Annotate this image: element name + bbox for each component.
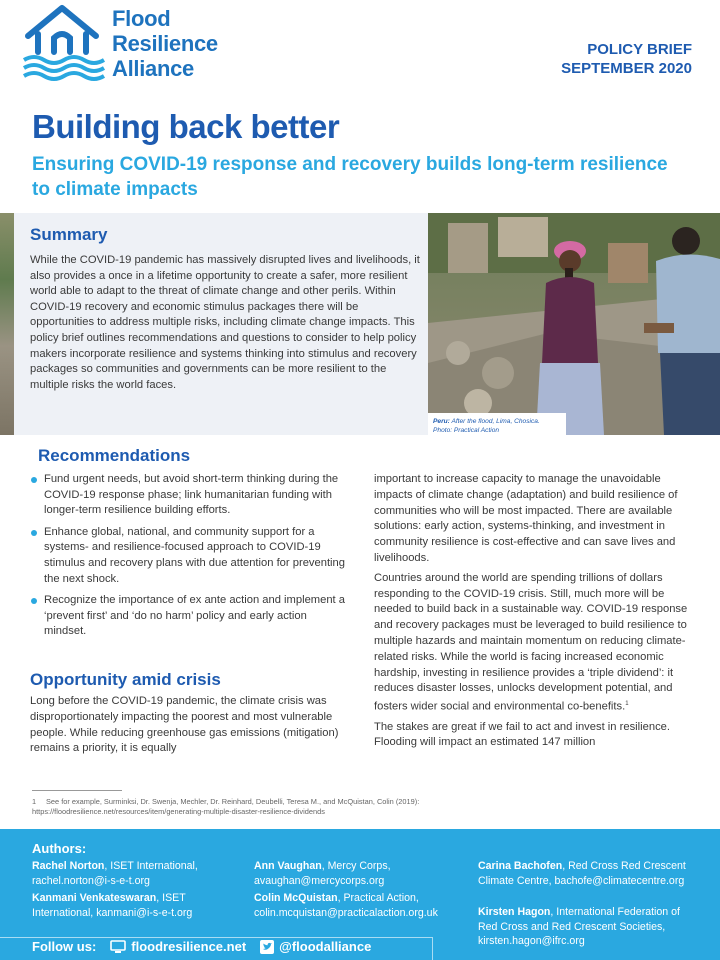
author-entry: Kirsten Hagon, International Federation of Red Cross and Red Crescent Societies, kirsten.hagon@ifrc.org [478,906,680,947]
follow-us [32,939,371,954]
author-entry: Rachel Norton, ISET International, rachel.norton@i-s-e-t.org [32,860,198,887]
follow-divider-vertical [432,937,433,960]
authors-heading: Authors: [32,841,87,856]
summary-band [0,213,720,435]
twitter-icon [260,940,274,954]
summary-text: While the COVID-19 pandemic has massively disrupted lives and livelihoods, it also provides a once in a lifetime opportunity to create a safer, more resilient world able to adapt to the threat of climate change and other perils. Within COVID-19 recovery and economic stimulus packages there will be opportunities to address multiple risks, including climate change impacts. This policy brief outlines recommendations and questions to consider to help policy makers incorporate resilience and systems thinking into stimulus and recovery packages so communities and governments can be more resilient to the multiple risks the world faces. [30,254,420,391]
page-title: Building back better [32,108,340,145]
bullet-icon [31,598,37,604]
website-link[interactable]: floodresilience.net [110,939,246,954]
footnote-rule [32,790,122,791]
opportunity-text: Long before the COVID-19 pandemic, the climate crisis was disproportionately impacting the poorest and most vulnerable people. While reducing greenhouse gas emissions (mitigation) remains a priority, it is equally [30,695,339,755]
author-entry: Ann Vaughan, Mercy Corps, avaughan@mercycorps.org [254,860,391,887]
doc-date: SEPTEMBER 2020 [561,60,692,77]
author-entry: Carina Bachofen, Red Cross Red Crescent Climate Centre, bachofe@climatecentre.org [478,860,686,887]
monitor-icon [110,940,126,954]
flood-photo [428,213,720,435]
list-item: Enhance global, national, and community support for a systems- and resilience-focused approach to COVID-19 stimulus and recovery plans with due attention for preventing the next shock. [30,525,352,587]
recommendations-heading: Recommendations [38,446,191,465]
recommendations-list [30,472,352,646]
paragraph: The stakes are great if we fail to act and invest in resilience. Flooding will impact an estimated 147 million [374,720,670,749]
photo-strip-left [0,213,14,435]
photo-caption: Peru: After the flood, Lima, Chosica. Photo: Practical Action [428,413,566,451]
page-subtitle: Ensuring COVID-19 response and recovery builds long-term resilience to climate impacts [32,154,668,200]
opportunity-heading: Opportunity amid crisis [30,670,221,689]
right-column-text [374,472,696,755]
doc-type: POLICY BRIEF [587,41,692,58]
paragraph: important to increase capacity to manage the unavoidable impacts of climate change (adaptation) and build resilience of communities who will be most impacted. There are available solutions: early action, systems-thinking, and investment in community resilience is cost-effective and can save lives and livelihoods. [374,473,678,564]
summary-heading: Summary [30,225,108,244]
footnote-link[interactable]: https://floodresilience.net/resources/item/generating-multiple-disaster-resilience-dividends [32,807,325,816]
footer [0,829,720,960]
brief-label [561,40,692,78]
paragraph: Countries around the world are spending trillions of dollars responding to the COVID-19 crisis. Still, much more will be needed to build back in a sustainable way. COVID-19 response and recovery packages must be leveraged to build resilience to multiple hazards and maintain momentum on reducing climate-related risks. While the world is facing increased economic hardship, investing in resilience provides a ‘triple dividend’: it reduces disaster losses, unlocks development potential, and fosters wider social and environmental co-benefits.$^1$ [374,571,688,713]
author-entry: Kanmani Venkateswaran, ISET International, kanmani@i-s-e-t.org [32,892,193,919]
logo-wordmark: Flood Resilience Alliance [112,6,218,81]
follow-divider [0,937,432,938]
summary-box [14,213,428,435]
follow-label: Follow us: [32,939,97,954]
house-waves-icon [22,2,106,82]
footnote: 1 See for example, Surminksi, Dr. Swenja, Mechler, Dr. Reinhard, Deubelli, Teresa M., and McQuistan, Colin (2019): https://floodresilience.net/resources/item/generating-multiple-disaster-resilience-dividends [32,797,692,817]
list-item: Fund urgent needs, but avoid short-term thinking during the COVID-19 response phase; link humanitarian funding with longer-term resilience building efforts. [30,472,352,519]
twitter-link[interactable]: @floodalliance [260,939,371,954]
author-entry: Colin McQuistan, Practical Action, colin.mcquistan@practicalaction.org.uk [254,892,438,919]
bullet-icon [31,477,37,483]
list-item: Recognize the importance of ex ante action and implement a ‘prevent first’ and ‘do no harm’ policy and early action mindset. [30,593,352,640]
bullet-icon [31,530,37,536]
flood-resilience-alliance-logo [22,2,262,84]
